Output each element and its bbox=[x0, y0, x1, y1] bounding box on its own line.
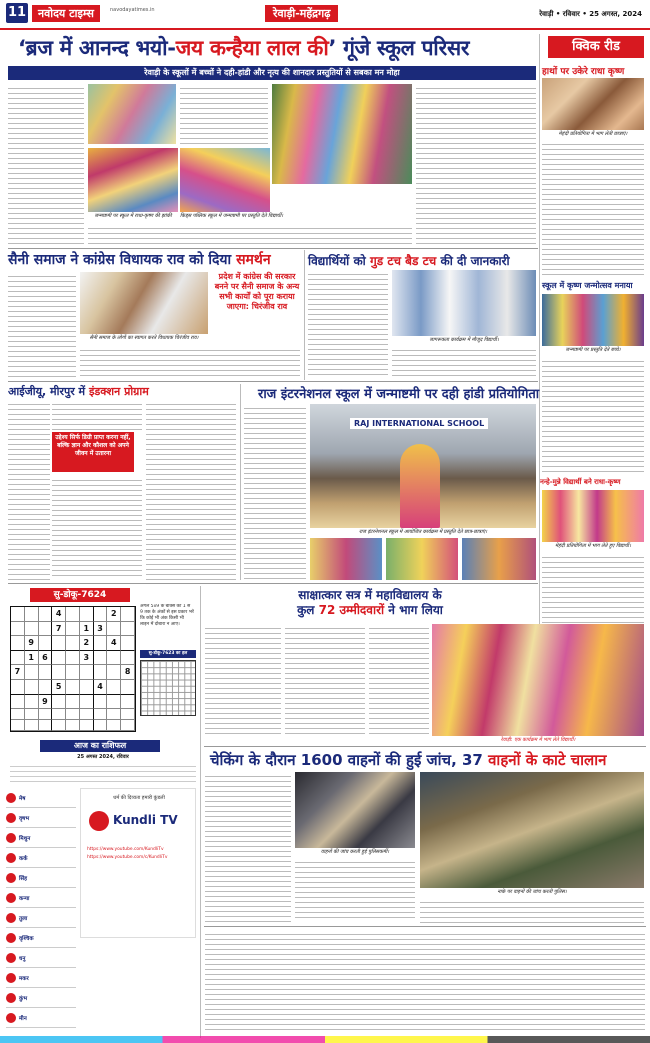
raj-photo-2 bbox=[310, 538, 382, 580]
sudoku-cell bbox=[39, 680, 53, 695]
horoscope-sign-label: धनु bbox=[19, 955, 26, 962]
sudoku-cell: 2 bbox=[107, 607, 121, 622]
issue-date: रेवाड़ी • रविवार • 25 अगस्त, 2024 bbox=[539, 10, 642, 18]
sudoku-cell: 4 bbox=[94, 680, 108, 695]
lead-text-mid bbox=[180, 84, 268, 144]
raj-text-left bbox=[244, 404, 306, 580]
sudoku-cell bbox=[39, 607, 53, 622]
raj-headline: राज इंटरनेशनल स्कूल में जन्माष्टमी पर दही हांडी प्रतियोगिता bbox=[258, 387, 540, 402]
sudoku-cell bbox=[11, 695, 25, 710]
quick-read-photo-3 bbox=[542, 490, 644, 542]
checking-text-2 bbox=[295, 858, 415, 922]
sudoku-cell bbox=[66, 622, 80, 637]
sudoku-title: सु-डोकू-7624 bbox=[30, 588, 130, 602]
sudoku-cell bbox=[11, 622, 25, 637]
lead-photo-4 bbox=[180, 148, 270, 212]
horoscope-sign bbox=[6, 848, 76, 868]
zodiac-icon bbox=[6, 913, 16, 923]
sudoku-cell: 4 bbox=[52, 607, 66, 622]
sudoku-cell bbox=[25, 720, 39, 731]
sudoku-cell bbox=[107, 720, 121, 731]
sudoku-cell: 1 bbox=[25, 651, 39, 666]
registration-bar bbox=[0, 1036, 650, 1043]
igu-headline bbox=[8, 384, 149, 399]
lead-subhead: रेवाड़ी के स्कूलों में बच्चों ने दही-हांडी और नृत्य की शानदार प्रस्तुतियों से सबका मन मोहा bbox=[8, 66, 536, 80]
quick-read-caption-1: मेहंदी प्रतियोगिता में भाग लेती छात्राएं। bbox=[558, 131, 628, 137]
zodiac-icon bbox=[6, 853, 16, 863]
sudoku-cell bbox=[121, 720, 135, 731]
sudoku-cell: 4 bbox=[107, 636, 121, 651]
checking-headline bbox=[210, 750, 606, 770]
raj-caption-1: राज इंटरनेशनल स्कूल में आयोजित कार्यक्रम में प्रस्तुति देते छात्र-छात्राएं। bbox=[358, 529, 488, 535]
sudoku-cell bbox=[107, 709, 121, 720]
bottom-text bbox=[205, 930, 645, 1034]
sudoku-cell bbox=[66, 695, 80, 710]
zodiac-icon bbox=[6, 973, 16, 983]
sudoku-cell bbox=[52, 665, 66, 680]
election-headline bbox=[205, 588, 535, 618]
election-text-2 bbox=[285, 624, 365, 736]
sudoku-cell bbox=[25, 709, 39, 720]
quick-read-text-1 bbox=[542, 140, 644, 278]
checking-caption-2: नाके पर वाहनों की जांच करती पुलिस। bbox=[497, 889, 567, 895]
kundli-brand: Kundli TV bbox=[113, 813, 178, 827]
quick-read-head-3: नन्हे-मुन्ने विद्यार्थी बने राधा-कृष्ण bbox=[540, 478, 621, 486]
sudoku-rules: अगले 5x9 के बॉक्स को 1 से 9 तक के अंकों से इस प्रकार भरें कि कोई भी अंक किसी भी लाइन में दोबारा न आए। bbox=[140, 604, 194, 627]
horoscope-sign-label: मेष bbox=[19, 795, 26, 802]
sudoku-cell bbox=[94, 709, 108, 720]
lead-text-bottom bbox=[88, 224, 412, 246]
sudoku-cell bbox=[11, 651, 25, 666]
horoscope-sign-label: वृषभ bbox=[19, 815, 30, 822]
quick-read-photo-2 bbox=[542, 294, 644, 346]
sudoku-cell bbox=[121, 680, 135, 695]
sudoku-cell bbox=[11, 709, 25, 720]
sudoku-cell bbox=[80, 720, 94, 731]
paper-name: नवोदय टाइम्स bbox=[32, 5, 100, 22]
zodiac-icon bbox=[6, 893, 16, 903]
sudoku-cell bbox=[80, 607, 94, 622]
sudoku-cell bbox=[66, 720, 80, 731]
horoscope-sign bbox=[6, 908, 76, 928]
checking-headline-part2: वाहनों के काटे चालान bbox=[488, 751, 607, 769]
election-caption: रेवाड़ी: एक कार्यक्रम में भाग लेते विद्यार्थी। bbox=[500, 737, 576, 743]
sudoku-cell: 7 bbox=[52, 622, 66, 637]
igu-text-mid bbox=[52, 400, 142, 430]
lead-caption-1: जन्माष्टमी पर स्कूल में राधा-कृष्ण की झांकी bbox=[94, 213, 172, 219]
sudoku-cell bbox=[11, 720, 25, 731]
sudoku-cell bbox=[107, 680, 121, 695]
sudoku-cell bbox=[25, 665, 39, 680]
checking-photo-1 bbox=[295, 772, 415, 848]
horoscope-sign bbox=[6, 988, 76, 1008]
horoscope-sign bbox=[6, 788, 76, 808]
sudoku-cell bbox=[25, 680, 39, 695]
election-text-3 bbox=[369, 624, 429, 736]
goodtouch-headline-part2: गुड टच बैड टच bbox=[369, 254, 437, 268]
sudoku-cell bbox=[39, 622, 53, 637]
sudoku-cell: 5 bbox=[52, 680, 66, 695]
saini-text-left bbox=[8, 272, 76, 378]
horoscope-sign-label: मीन bbox=[19, 1015, 27, 1022]
divider-v-1 bbox=[304, 250, 305, 380]
sudoku-cell bbox=[121, 607, 135, 622]
lead-text-left bbox=[8, 84, 84, 244]
sudoku-cell bbox=[107, 622, 121, 637]
sudoku-cell bbox=[94, 695, 108, 710]
zodiac-icon bbox=[6, 793, 16, 803]
goodtouch-photo bbox=[392, 270, 536, 336]
lead-photo-3 bbox=[88, 148, 178, 212]
saini-photo bbox=[80, 272, 208, 334]
sudoku-cell bbox=[11, 680, 25, 695]
horoscope-sign bbox=[6, 828, 76, 848]
quick-read-photo-1 bbox=[542, 78, 644, 130]
panchang-block bbox=[10, 762, 196, 784]
lead-caption-2: किड्स पब्लिक स्कूल में जन्माष्टमी पर प्रस्तुति देते विद्यार्थी। bbox=[180, 213, 284, 219]
horoscope-sign bbox=[6, 868, 76, 888]
horoscope-sign-label: मिथुन bbox=[19, 835, 31, 842]
sudoku-cell bbox=[66, 636, 80, 651]
sudoku-cell bbox=[52, 695, 66, 710]
quick-read-title: क्विक रीड bbox=[548, 36, 644, 58]
sudoku-cell bbox=[52, 709, 66, 720]
horoscope-sign-label: कन्या bbox=[19, 895, 30, 902]
sudoku-cell bbox=[66, 665, 80, 680]
sudoku-cell bbox=[25, 622, 39, 637]
quick-read-text-3 bbox=[542, 553, 644, 625]
sudoku-cell bbox=[39, 720, 53, 731]
checking-text-1 bbox=[205, 772, 291, 922]
sudoku-cell bbox=[107, 695, 121, 710]
saini-headline-part1: सैनी समाज ने कांग्रेस विधायक राव को दिया bbox=[8, 252, 237, 268]
horoscope-sign bbox=[6, 1008, 76, 1028]
sudoku-cell bbox=[66, 709, 80, 720]
lead-photo-2 bbox=[272, 84, 412, 184]
goodtouch-headline-part3: की दी जानकारी bbox=[436, 254, 510, 268]
raj-figure bbox=[400, 444, 440, 528]
saini-headline bbox=[8, 250, 271, 269]
igu-pullquote: उद्देश्य सिर्फ डिग्री प्राप्त करना नहीं, बल्कि ज्ञान और कौशल को अपने जीवन में उतारना bbox=[52, 432, 134, 472]
sudoku-cell bbox=[121, 709, 135, 720]
horoscope-date: 25 अगस्त 2024, रविवार bbox=[77, 754, 129, 760]
election-headline-part3: 72 उम्मीदवारों bbox=[318, 603, 385, 617]
sudoku-cell bbox=[25, 695, 39, 710]
election-text-1 bbox=[205, 624, 281, 736]
horoscope-list bbox=[6, 788, 76, 1038]
election-photo bbox=[432, 624, 644, 736]
sudoku-cell bbox=[52, 636, 66, 651]
zodiac-icon bbox=[6, 873, 16, 883]
sudoku-cell bbox=[80, 680, 94, 695]
section-label: रेवाड़ी-महेंद्रगढ़ bbox=[265, 5, 338, 22]
sudoku-cell bbox=[66, 607, 80, 622]
kundli-logo-icon bbox=[89, 811, 109, 831]
horoscope-sign-label: वृश्चिक bbox=[19, 935, 34, 942]
zodiac-icon bbox=[6, 993, 16, 1003]
zodiac-icon bbox=[6, 933, 16, 943]
sudoku-cell bbox=[39, 636, 53, 651]
election-headline-part2: कुल bbox=[297, 603, 319, 617]
igu-headline-part1: आईजीयू, मीरपुर में bbox=[8, 385, 89, 398]
masthead bbox=[0, 0, 650, 30]
horoscope-sign bbox=[6, 928, 76, 948]
sudoku-grid bbox=[10, 606, 136, 732]
sudoku-cell bbox=[11, 636, 25, 651]
saini-text-bottom bbox=[80, 346, 300, 378]
election-headline-part1: साक्षात्कार सत्र में महाविद्यालय के bbox=[298, 588, 442, 602]
sudoku-cell: 2 bbox=[80, 636, 94, 651]
goodtouch-text-left bbox=[308, 270, 388, 378]
kundli-youtube-1[interactable]: https://www.youtube.com/KundliTv bbox=[87, 847, 164, 852]
sudoku-cell: 9 bbox=[25, 636, 39, 651]
sudoku-cell bbox=[94, 636, 108, 651]
divider-4 bbox=[204, 746, 646, 747]
saini-headline-part2: समर्थन bbox=[236, 252, 271, 268]
lead-headline-part2: जय कन्हैया लाल की bbox=[175, 36, 329, 60]
divider-1 bbox=[8, 248, 538, 249]
raj-photo-main bbox=[310, 404, 536, 528]
saini-pullquote: प्रदेश में कांग्रेस की सरकार बनने पर सैनी समाज के अन्य सभी कार्यों को पूरा कराया जाएगा: चिरंजीव राव bbox=[214, 272, 300, 311]
goodtouch-headline bbox=[308, 252, 510, 269]
raj-photo-4 bbox=[462, 538, 536, 580]
horoscope-sign bbox=[6, 948, 76, 968]
horoscope-sign-label: कुंभ bbox=[19, 995, 28, 1002]
zodiac-icon bbox=[6, 953, 16, 963]
divider-3 bbox=[8, 583, 538, 584]
checking-photo-2 bbox=[420, 772, 644, 888]
quick-read-caption-2: जन्माष्टमी पर प्रस्तुति देते बच्चे। bbox=[565, 347, 621, 353]
quick-read-caption-3: मेहंदी प्रतियोगिता में भाग लेते हुए विद्यार्थी। bbox=[555, 543, 631, 549]
horoscope-sign bbox=[6, 968, 76, 988]
zodiac-icon bbox=[6, 833, 16, 843]
sudoku-cell: 3 bbox=[94, 622, 108, 637]
sudoku-cell bbox=[94, 607, 108, 622]
sudoku-cell bbox=[66, 680, 80, 695]
sudoku-cell bbox=[66, 651, 80, 666]
sudoku-answer-label: सु-डोकू-7623 का हल bbox=[140, 650, 196, 658]
sudoku-cell bbox=[94, 665, 108, 680]
quick-read-head-2: स्कूल में कृष्ण जन्मोत्सव मनाया bbox=[542, 281, 633, 290]
checking-headline-part1: चेकिंग के दौरान 1600 वाहनों की हुई जांच, 37 bbox=[210, 751, 489, 769]
sudoku-cell: 7 bbox=[11, 665, 25, 680]
column-divider bbox=[539, 34, 540, 630]
divider-v-2 bbox=[240, 384, 241, 580]
lead-headline-part1: ‘ब्रज में आनन्द भयो- bbox=[18, 36, 176, 60]
sudoku-cell bbox=[80, 709, 94, 720]
sudoku-cell bbox=[107, 651, 121, 666]
sudoku-cell: 6 bbox=[39, 651, 53, 666]
sudoku-cell bbox=[94, 651, 108, 666]
horoscope-sign bbox=[6, 808, 76, 828]
lead-photo-1 bbox=[88, 84, 176, 144]
sudoku-cell bbox=[11, 607, 25, 622]
checking-text-3 bbox=[420, 898, 644, 924]
election-headline-part4: ने भाग लिया bbox=[384, 603, 443, 617]
goodtouch-headline-part1: विद्यार्थियों को bbox=[308, 254, 370, 268]
sudoku-cell bbox=[94, 720, 108, 731]
lead-headline bbox=[18, 34, 469, 62]
goodtouch-caption: जागरूकता कार्यक्रम में मौजूद विद्यार्थी। bbox=[429, 337, 499, 343]
horoscope-sign-label: कर्क bbox=[19, 855, 28, 862]
sudoku-answer-grid bbox=[140, 660, 196, 716]
horoscope-sign-label: तुला bbox=[19, 915, 28, 922]
sudoku-cell: 8 bbox=[121, 665, 135, 680]
igu-text-left bbox=[8, 400, 50, 580]
igu-headline-part2: इंडक्शन प्रोग्राम bbox=[88, 385, 149, 398]
lead-headline-part3: ’ गूंजे स्कूल परिसर bbox=[328, 36, 470, 60]
sudoku-cell bbox=[121, 695, 135, 710]
sudoku-cell bbox=[52, 720, 66, 731]
sudoku-cell: 3 bbox=[80, 651, 94, 666]
sudoku-cell bbox=[25, 607, 39, 622]
sudoku-cell bbox=[80, 695, 94, 710]
saini-caption: सैनी समाज के लोगों का स्वागत करते विधायक चिरंजीव राव। bbox=[89, 335, 199, 341]
quick-read-head-1: हाथों पर उकेरे राधा कृष्ण bbox=[542, 67, 625, 77]
quick-read-text-2 bbox=[542, 357, 644, 475]
goodtouch-text-bottom bbox=[392, 346, 536, 378]
kundli-tag: धर्म की दिव्यता हमारी कुंडली bbox=[113, 795, 165, 801]
checking-caption-1: वाहनों की जांच करती हुई पुलिसकर्मी। bbox=[320, 849, 390, 855]
sudoku-cell: 9 bbox=[39, 695, 53, 710]
horoscope-sign-label: सिंह bbox=[19, 875, 28, 882]
zodiac-icon bbox=[6, 813, 16, 823]
igu-text-right bbox=[146, 400, 236, 580]
divider-5 bbox=[204, 926, 646, 927]
sudoku-cell bbox=[39, 709, 53, 720]
raj-banner: RAJ INTERNATIONAL SCHOOL bbox=[350, 418, 488, 429]
sudoku-cell bbox=[52, 651, 66, 666]
raj-photo-3 bbox=[386, 538, 458, 580]
divider-2 bbox=[8, 381, 538, 382]
page-number: 11 bbox=[6, 3, 28, 23]
paper-sub: navodayatimes.in bbox=[110, 7, 155, 13]
kundli-youtube-2[interactable]: https://www.youtube.com/c/KundliTv bbox=[87, 855, 168, 860]
horoscope-sign bbox=[6, 888, 76, 908]
sudoku-cell bbox=[39, 665, 53, 680]
sudoku-cell bbox=[121, 651, 135, 666]
sudoku-cell bbox=[121, 636, 135, 651]
sudoku-cell bbox=[107, 665, 121, 680]
sudoku-cell bbox=[80, 665, 94, 680]
divider-v-3 bbox=[200, 586, 201, 1038]
igu-text-mid2 bbox=[52, 476, 142, 580]
horoscope-title: आज का राशिफल bbox=[40, 740, 160, 752]
lead-text-right bbox=[416, 84, 536, 244]
sudoku-cell: 1 bbox=[80, 622, 94, 637]
sudoku-cell bbox=[121, 622, 135, 637]
horoscope-sign-label: मकर bbox=[19, 975, 29, 982]
zodiac-icon bbox=[6, 1013, 16, 1023]
kundli-ad bbox=[80, 788, 196, 938]
